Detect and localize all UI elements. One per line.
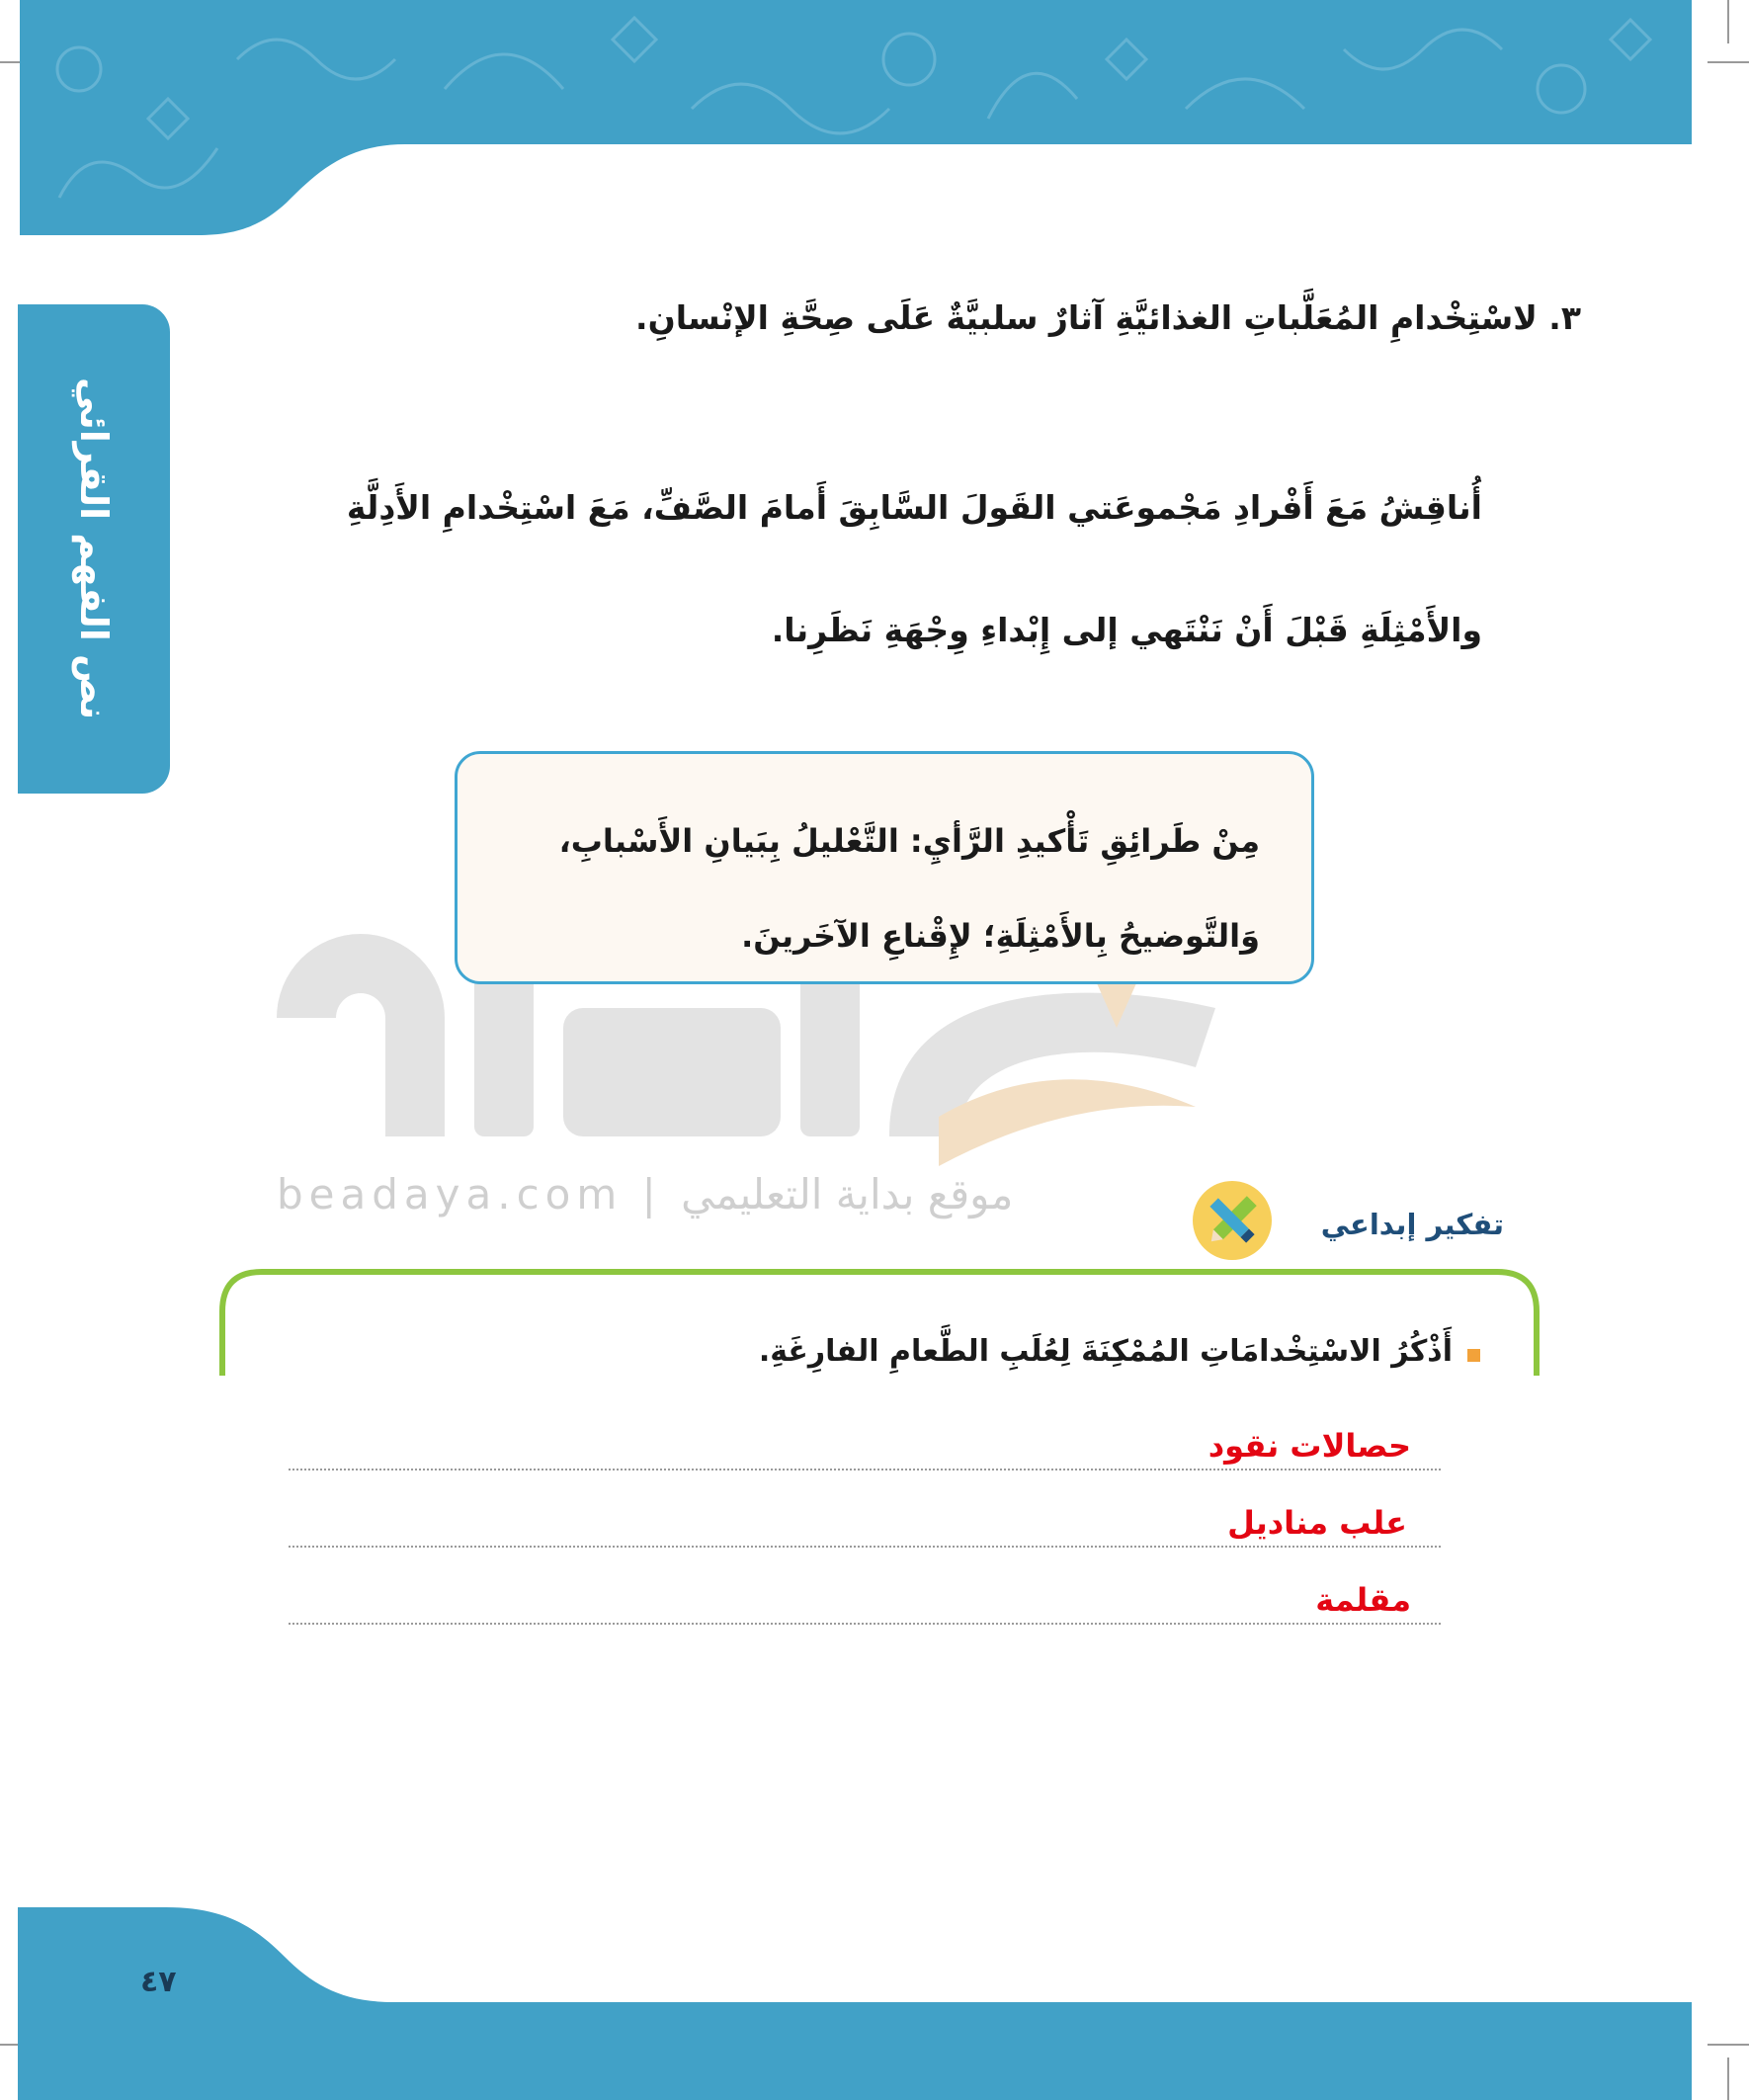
answer-text: مقلمة: [1315, 1581, 1411, 1619]
answer-line[interactable]: [289, 1427, 1441, 1470]
crop-mark: [1727, 2058, 1729, 2100]
list-item-3: ٣. لاسْتِخْدامِ المُعَلَّباتِ الغذائيَّةِ آثارٌ سلبيَّةٌ عَلَى صِحَّةِ الإنْسانِ.: [635, 298, 1581, 337]
crop-mark: [1727, 0, 1729, 43]
answer-text: علب مناديل: [1227, 1504, 1407, 1542]
answer-line[interactable]: [289, 1504, 1441, 1548]
crop-mark: [1707, 61, 1749, 63]
answer-line[interactable]: [289, 1581, 1441, 1625]
side-tab-label: نص الفهم القرائي: [72, 378, 116, 720]
discussion-paragraph: أُناقِشُ مَعَ أَفْرادِ مَجْموعَتي القَولَ السَّابِقَ أَمامَ الصَّفِّ، مَعَ اسْتِخْدامِ الأَدِلَّةِ والأَمْثِلَةِ قَبْلَ أَنْ نَنْتَهي إلى إِبْداءِ وِجْهَةِ نَظَرِنا.: [346, 488, 1482, 649]
activity-question: أَذْكُرُ الاسْتِخْدامَاتِ المُمْكِنَةَ لِعُلَبِ الطَّعامِ الفارِغَةِ.: [758, 1334, 1453, 1369]
header-band: [20, 0, 1692, 235]
tip-box: [455, 751, 1314, 984]
watermark-url: beadaya.com: [277, 1170, 624, 1218]
side-tab: [18, 304, 170, 794]
watermark-site-name: موقع بداية التعليمي: [681, 1170, 1014, 1218]
answer-text: حصالات نقود: [1208, 1427, 1411, 1465]
bullet-marker: [1467, 1349, 1480, 1362]
page-number: ٤٧: [140, 1965, 177, 1999]
footer-band: [18, 1907, 1692, 2100]
pencil-cross-icon: [1192, 1180, 1273, 1261]
watermark-separator: |: [641, 1170, 662, 1218]
watermark-url-line: [277, 1170, 1013, 1218]
tip-text: مِنْ طَرائِقِ تَأْكيدِ الرَّأيِ: التَّعْليلُ بِبَيانِ الأَسْبابِ، وَالتَّوضيحُ بِالأَمْثِلَةِ؛ لإِقْناعِ الآخَرينَ.: [558, 822, 1260, 955]
crop-mark: [1707, 2044, 1749, 2046]
activity-title: تفكير إبداعي: [1320, 1208, 1504, 1241]
